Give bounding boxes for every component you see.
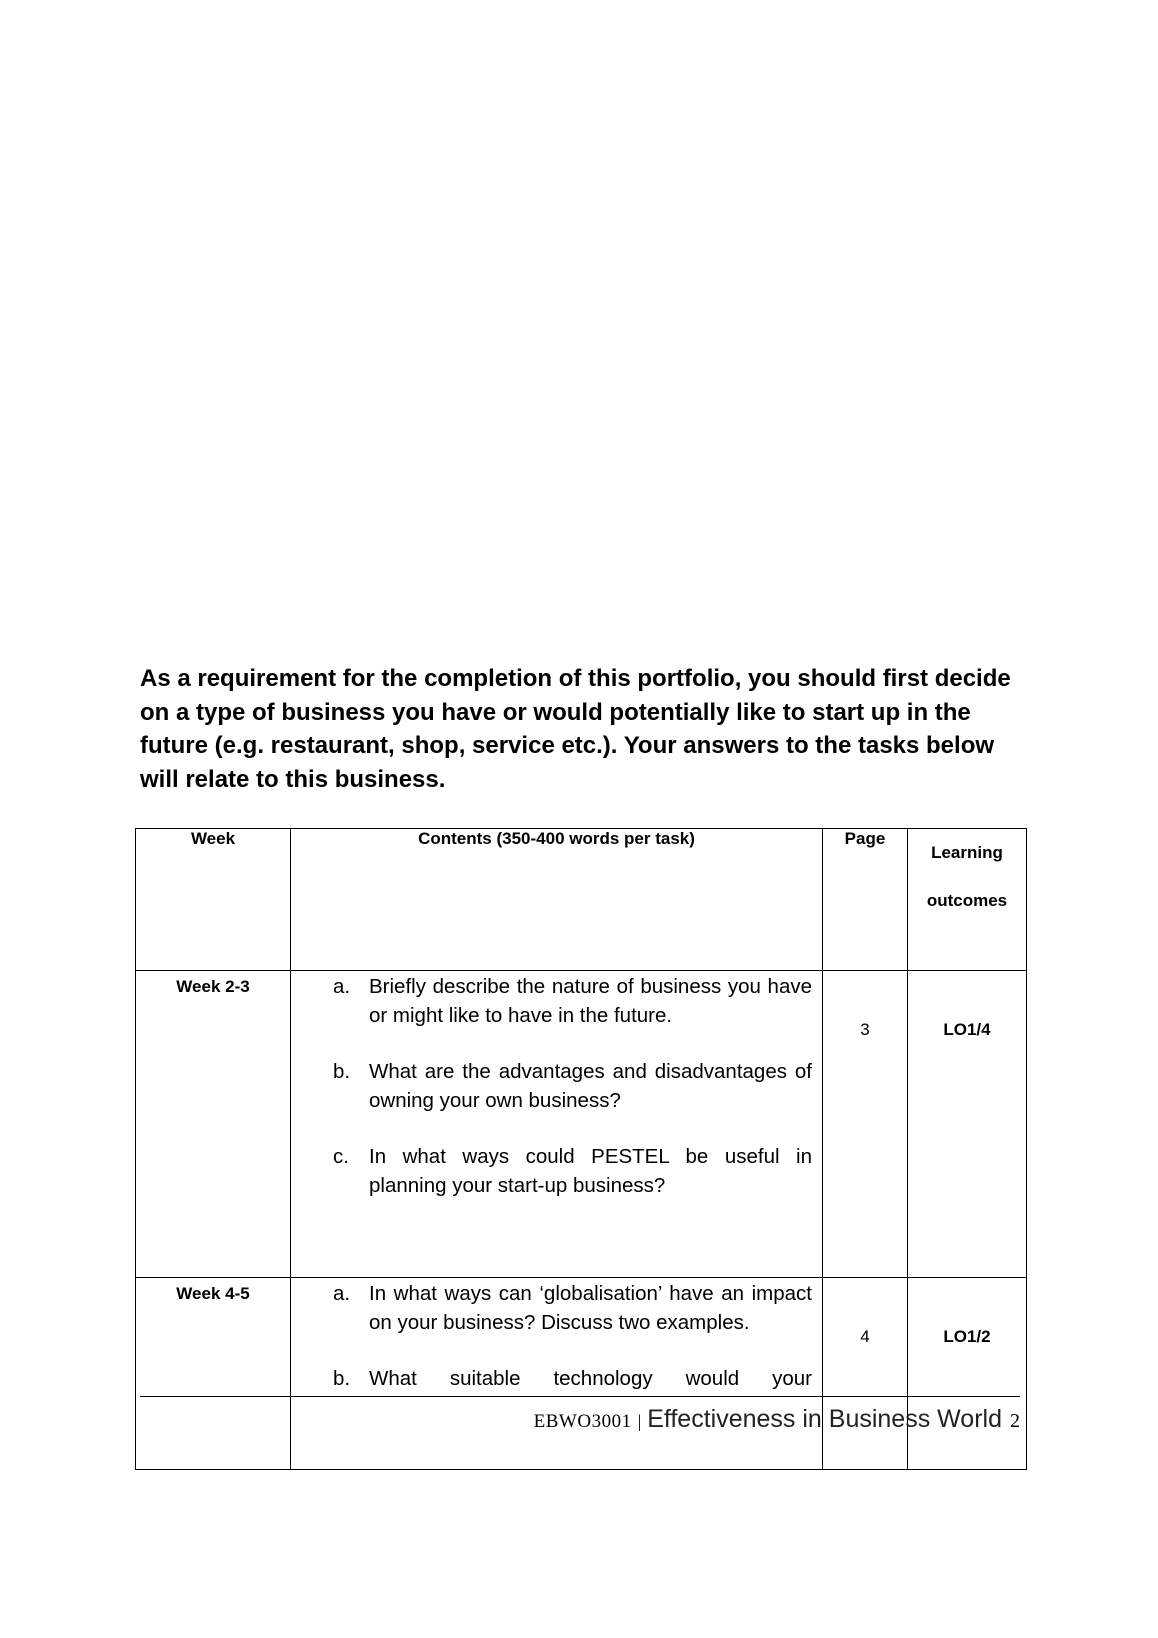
page-cell: 4 <box>823 1278 908 1470</box>
task-item <box>333 1280 812 1337</box>
task-letter: b. <box>333 1060 351 1083</box>
learning-outcome-cell: LO1/4 <box>908 971 1027 1278</box>
footer-divider <box>140 1396 1020 1397</box>
header-learning-outcomes <box>908 829 1027 971</box>
header-week: Week <box>136 829 291 971</box>
course-code: EBWO3001 <box>533 1411 632 1432</box>
header-page: Page <box>823 829 908 971</box>
task-letter: c. <box>333 1145 349 1168</box>
week-cell: Week 4-5 <box>136 1278 291 1470</box>
contents-cell <box>291 971 823 1278</box>
task-letter: a. <box>333 975 351 998</box>
task-item <box>333 1143 812 1200</box>
intro-instructions: As a requirement for the completion of this portfolio, you should first decide on a type of business you have or would potentially like to start up in the future (e.g. restaurant, shop, service etc.). Your answers to the tasks below will relate to this business. <box>140 665 1011 793</box>
table-header-row <box>136 829 1027 971</box>
task-item <box>333 1365 812 1394</box>
table-row <box>136 1278 1027 1470</box>
page-number: 2 <box>1010 1410 1020 1432</box>
task-item <box>333 1058 812 1115</box>
footer-separator: | <box>637 1411 642 1431</box>
learning-outcome-cell: LO1/2 <box>908 1278 1027 1470</box>
task-text: What suitable technology would your <box>369 1367 812 1390</box>
header-contents: Contents (350-400 words per task) <box>291 829 823 971</box>
contents-cell <box>291 1278 823 1470</box>
table-row <box>136 971 1027 1278</box>
header-outcomes: outcomes <box>926 891 1008 910</box>
task-letter: b. <box>333 1367 351 1390</box>
task-text: What are the advantages and disadvantages of owning your own business? <box>369 1060 812 1112</box>
week-cell: Week 2-3 <box>136 971 291 1278</box>
task-text: In what ways could PESTEL be useful in planning your start-up business? <box>369 1145 812 1197</box>
task-letter: a. <box>333 1282 351 1305</box>
task-text: In what ways can ‘globalisation’ have an impact on your business? Discuss two examples. <box>369 1282 812 1334</box>
course-title: Effectiveness in Business World <box>647 1405 1002 1433</box>
task-item <box>333 973 812 1030</box>
header-learning: Learning <box>931 843 1003 862</box>
task-text: Briefly describe the nature of business you have or might like to have in the future. <box>369 975 812 1027</box>
page-footer <box>534 1405 1020 1434</box>
tasks-table <box>135 828 1027 1470</box>
page-cell: 3 <box>823 971 908 1278</box>
